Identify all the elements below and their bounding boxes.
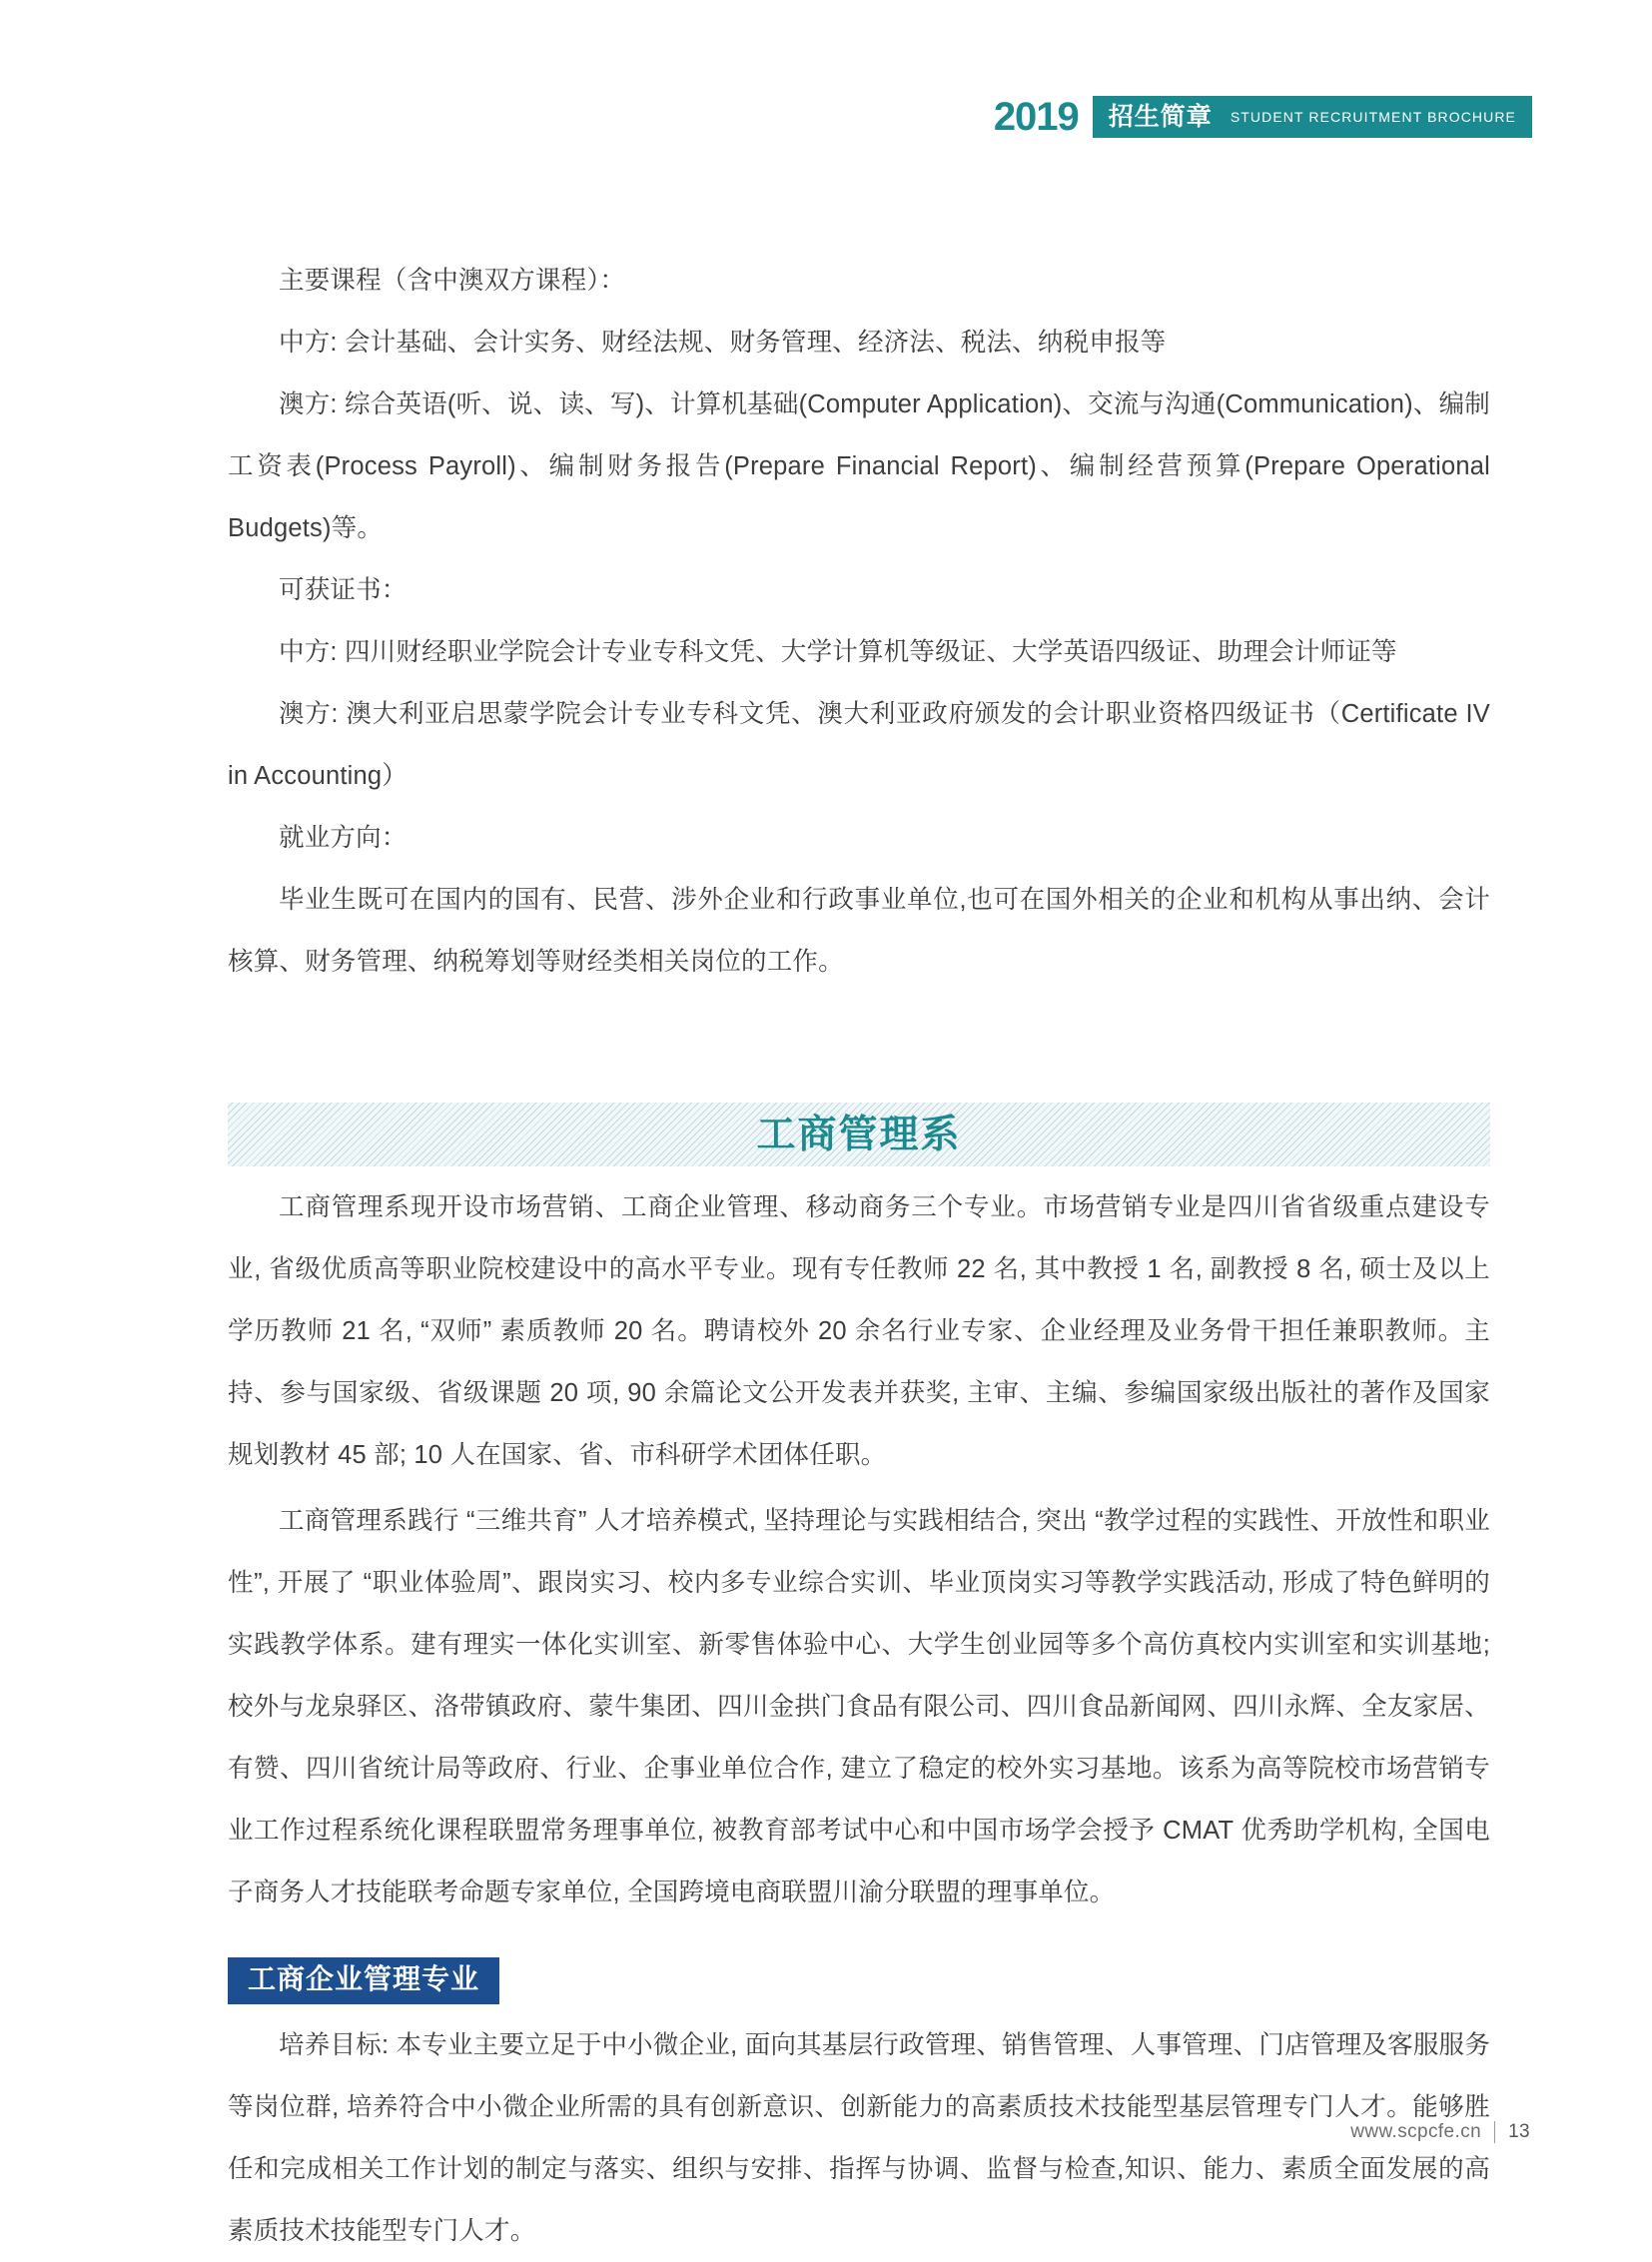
employment-heading: 就业方向： [279, 824, 408, 852]
certificates-australian-side: 澳方: 澳大利亚启思蒙学院会计专业专科文凭、澳大利亚政府颁发的会计职业资格四级证书（Certificate IV in Accounting） [228, 700, 1490, 790]
certificates-heading: 可获证书： [279, 576, 408, 604]
header-title-chinese: 招生简章 [1108, 102, 1213, 131]
major-badge-wrapper [228, 1957, 1490, 2004]
department-banner [228, 1103, 1490, 1166]
header-year: 2019 [993, 95, 1079, 139]
footer-page-number: 13 [1508, 2121, 1530, 2142]
section-spacer [228, 993, 1490, 1103]
certificates-chinese-side: 中方: 四川财经职业学院会计专业专科文凭、大学计算机等级证、大学英语四级证、助理会计师证等 [279, 638, 1397, 666]
department-banner-title: 工商管理系 [756, 1113, 962, 1156]
page-footer [1350, 2121, 1530, 2143]
major-objective-body: 培养目标: 本专业主要立足于中小微企业, 面向其基层行政管理、销售管理、人事管理、门店管理及客服服务等岗位群, 培养符合中小微企业所需的具有创新意识、创新能力的高素质技术技能型基层管理专门人才。能够胜任和完成相关工作计划的制定与落实、组织与安排、指挥与协调、监督与检查,知识、能力、素质全面发展的高素质技术技能型专门人才。 [228, 2031, 1490, 2245]
employment-body: 毕业生既可在国内的国有、民营、涉外企业和行政事业单位,也可在国外相关的企业和机构从事出纳、会计核算、财务管理、纳税筹划等财经类相关岗位的工作。 [228, 886, 1490, 976]
courses-australian-side: 澳方: 综合英语(听、说、读、写)、计算机基础(Computer Application)、交流与沟通(Communication)、编制工资表(Process Payroll)、编制财务报告(Prepare Financial Report)、编制经营预算(Prepare Operational Budgets)等。 [228, 390, 1490, 542]
header-title-english: STUDENT RECRUITMENT BROCHURE [1230, 109, 1516, 125]
footer-divider [1494, 2121, 1495, 2143]
department-paragraph-1: 工商管理系现开设市场营销、工商企业管理、移动商务三个专业。市场营销专业是四川省省级重点建设专业, 省级优质高等职业院校建设中的高水平专业。现有专任教师 22 名, 其中教授 1 名, 副教授 8 名, 硕士及以上学历教师 21 名, “双师” 素质教师 20 名。聘请校外 20 余名行业专家、企业经理及业务骨干担任兼职教师。主持、参与国家级、省级课题 20 项, 90 余篇论文公开发表并获奖, 主审、主编、参编国家级出版社的著作及国家规划教材 45 部; 10 人在国家、省、市科研学术团体任职。 [228, 1193, 1490, 1469]
major-badge: 工商企业管理专业 [228, 1957, 499, 2004]
courses-chinese-side: 中方: 会计基础、会计实务、财经法规、财务管理、经济法、税法、纳税申报等 [279, 329, 1167, 357]
header-title-band [1093, 96, 1532, 138]
department-paragraph-2: 工商管理系践行 “三维共育” 人才培养模式, 坚持理论与实践相结合, 突出 “教学过程的实践性、开放性和职业性”, 开展了 “职业体验周”、跟岗实习、校内多专业综合实训、毕业顶岗实习等教学实践活动, 形成了特色鲜明的实践教学体系。建有理实一体化实训室、新零售体验中心、大学生创业园等多个高仿真校内实训室和实训基地; 校外与龙泉驿区、洛带镇政府、蒙牛集团、四川金拱门食品有限公司、四川食品新闻网、四川永辉、全友家居、有赞、四川省统计局等政府、行业、企事业单位合作, 建立了稳定的校外实习基地。该系为高等院校市场营销专业工作过程系统化课程联盟常务理事单位, 被教育部考试中心和中国市场学会授予 CMAT 优秀助学机构, 全国电子商务人才技能联考命题专家单位, 全国跨境电商联盟川渝分联盟的理事单位。 [228, 1507, 1490, 1906]
major-spacer [228, 1923, 1490, 1957]
courses-heading: 主要课程（含中澳双方课程）： [279, 267, 626, 295]
footer-website: www.scpcfe.cn [1350, 2121, 1482, 2142]
page-content [228, 250, 1490, 2262]
page-header [994, 96, 1532, 138]
